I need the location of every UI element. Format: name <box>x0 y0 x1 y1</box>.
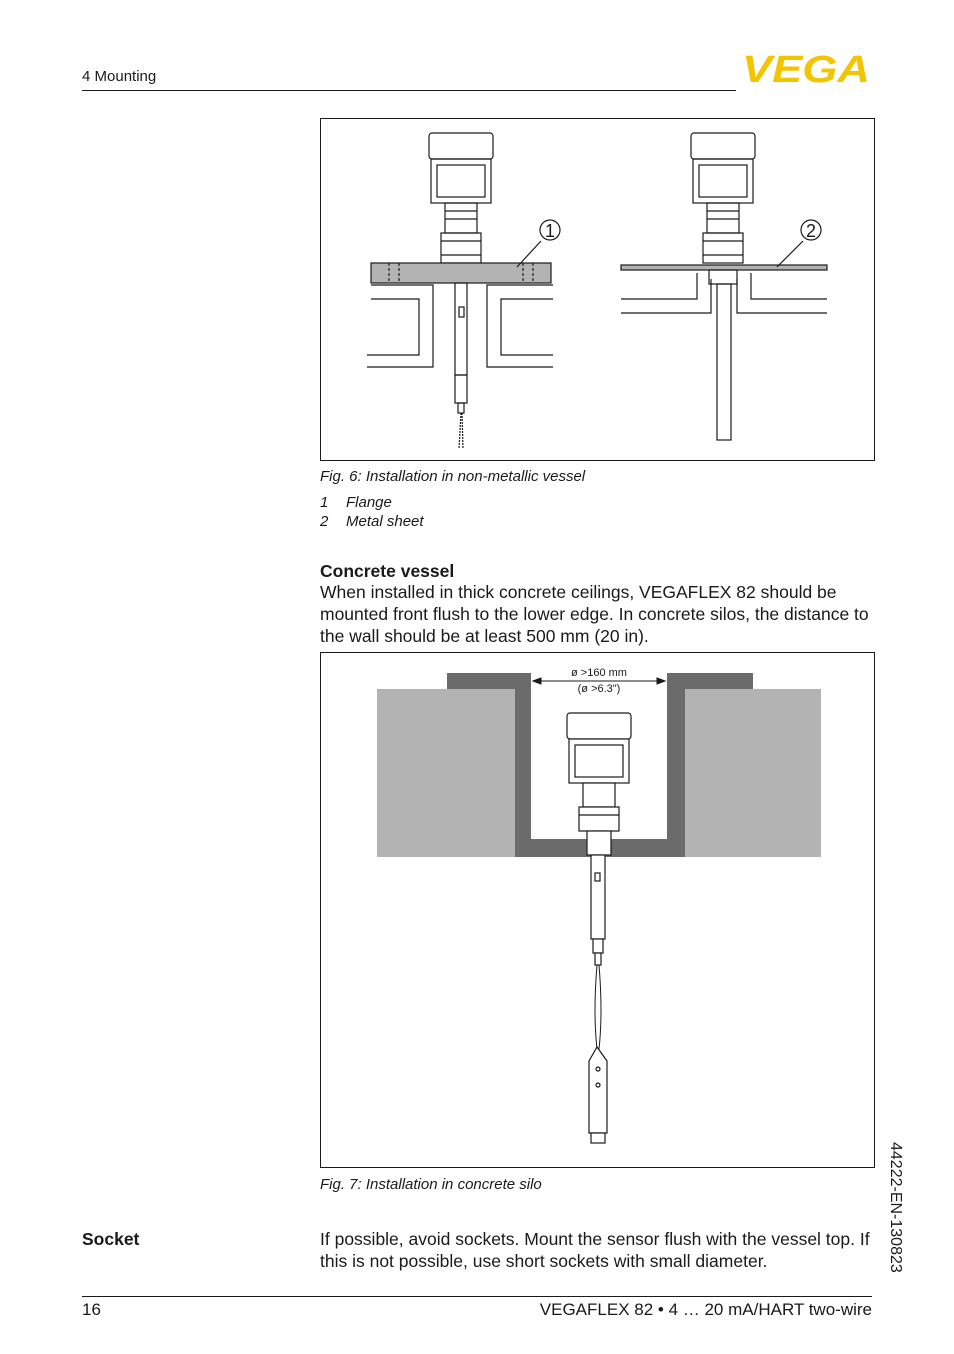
document-id: 44222-EN-130823 <box>887 1142 904 1273</box>
figure-7-drawing <box>321 653 874 1167</box>
socket-label: Socket <box>82 1229 140 1249</box>
callout-2: 2 <box>805 221 817 241</box>
legend-number: 2 <box>320 513 329 530</box>
figure-6-caption: Fig. 6: Installation in non-metallic vessel <box>320 468 586 485</box>
page-number: 16 <box>82 1300 101 1319</box>
callout-1: 1 <box>544 221 556 241</box>
dimension-mm: ø >160 mm <box>571 667 627 679</box>
product-name: VEGAFLEX 82 • 4 … 20 mA/HART two-wire <box>539 1300 872 1319</box>
figure-7 <box>320 652 875 1168</box>
vega-logo-text: VEGA <box>742 52 870 84</box>
legend-item <box>320 494 392 511</box>
section-title: 4 Mounting <box>82 68 157 85</box>
figure-7-caption: Fig. 7: Installation in concrete silo <box>320 1176 542 1193</box>
header-rule <box>82 90 736 91</box>
concrete-heading: Concrete vessel <box>320 561 455 581</box>
vega-logo <box>742 52 872 84</box>
legend-number: 1 <box>320 494 329 511</box>
figure-6-drawing <box>321 119 874 460</box>
concrete-paragraph: When installed in thick concrete ceilings, VEGAFLEX 82 should be mounted front flush to the lower edge. In concrete silos, the distance to the wall should be at least 500 mm (20 in). <box>320 582 869 646</box>
legend-label: Flange <box>346 494 392 511</box>
figure-6 <box>320 118 875 461</box>
dimension-in: (ø >6.3") <box>577 683 621 695</box>
legend-label: Metal sheet <box>346 513 424 530</box>
socket-paragraph: If possible, avoid sockets. Mount the sensor flush with the vessel top. If this is not possible, use short sockets with small diameter. <box>320 1229 870 1271</box>
footer-rule <box>82 1296 872 1297</box>
legend-item <box>320 513 424 530</box>
